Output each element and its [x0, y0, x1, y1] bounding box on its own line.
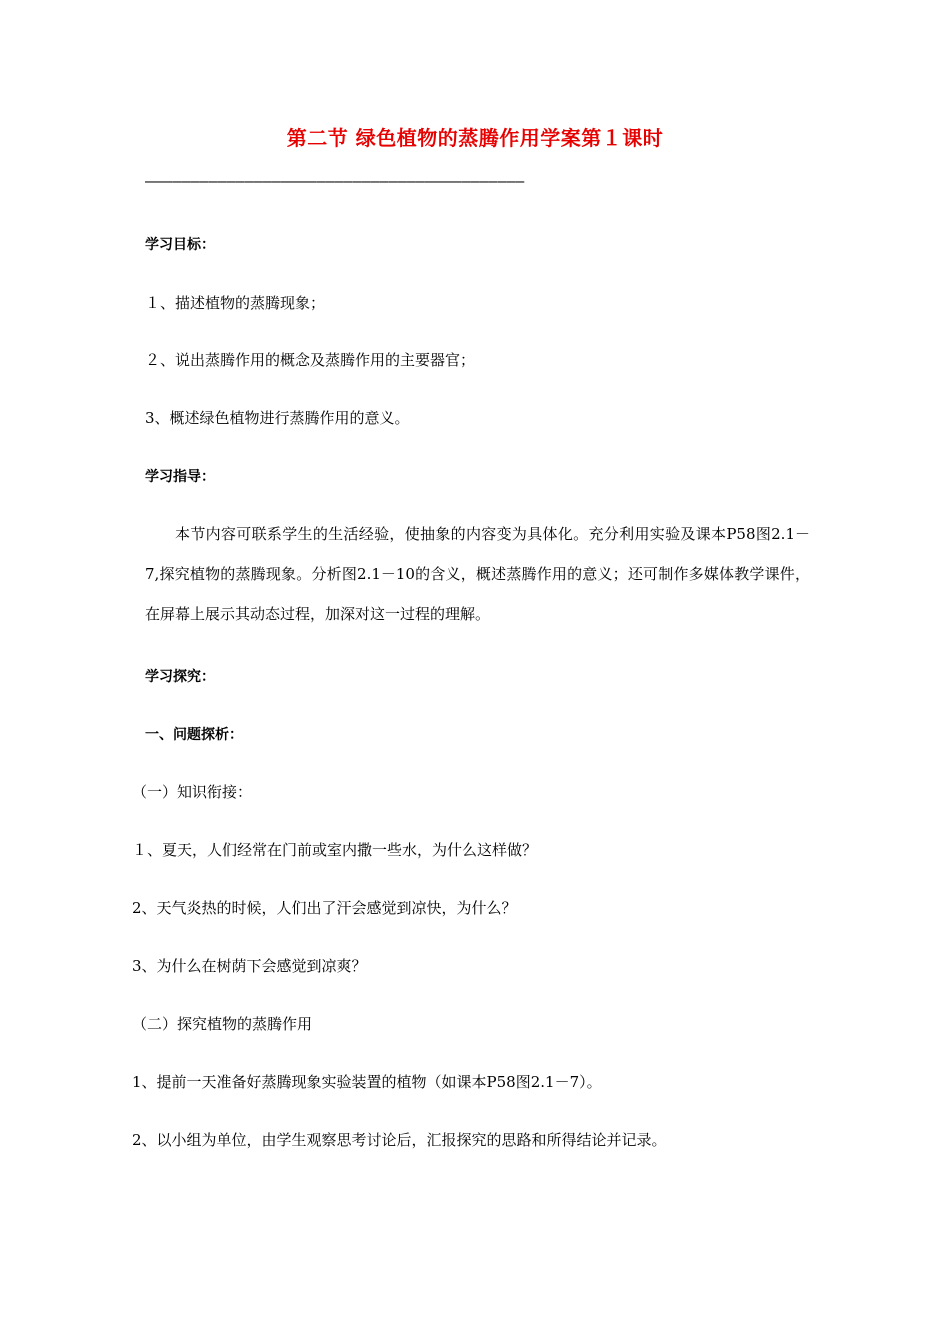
section1-heading: 一、问题探析：	[145, 727, 243, 743]
divider-line: ——————————————————————————————————————————	[145, 172, 525, 190]
sub1-item-2: 2、天气炎热的时候，人们出了汗会感觉到凉快，为什么？	[132, 899, 517, 917]
objectives-heading: 学习目标：	[145, 237, 215, 253]
sub1-item-1: １、夏天，人们经常在门前或室内撒一些水，为什么这样做？	[132, 841, 538, 859]
objective-item-1: １、描述植物的蒸腾现象；	[145, 294, 326, 312]
sub2-heading: （二）探究植物的蒸腾作用	[132, 1015, 313, 1033]
objective-item-2: ２、说出蒸腾作用的概念及蒸腾作用的主要器官；	[145, 351, 476, 369]
guidance-heading: 学习指导：	[145, 469, 215, 485]
sub1-item-3: 3、为什么在树荫下会感觉到凉爽？	[132, 957, 367, 975]
sub2-item-2: 2、以小组为单位，由学生观察思考讨论后，汇报探究的思路和所得结论并记录。	[132, 1131, 667, 1149]
objective-item-3: 3、概述绿色植物进行蒸腾作用的意义。	[145, 409, 410, 427]
document-title: 第二节 绿色植物的蒸腾作用学案第１课时	[286, 126, 664, 150]
sub1-heading: （一）知识衔接：	[132, 783, 253, 801]
guidance-paragraph: 本节内容可联系学生的生活经验，使抽象的内容变为具体化。充分利用实验及课本P58图2.1－7,探究植物的蒸腾现象。分析图2.1－10的含义，概述蒸腾作用的意义；还可制作多媒体教学课件，在屏幕上展示其动态过程，加深对这一过程的理解。	[145, 525, 810, 623]
inquiry-heading: 学习探究：	[145, 669, 215, 685]
sub2-item-1: 1、提前一天准备好蒸腾现象实验装置的植物（如课本P58图2.1－7）。	[132, 1073, 602, 1091]
